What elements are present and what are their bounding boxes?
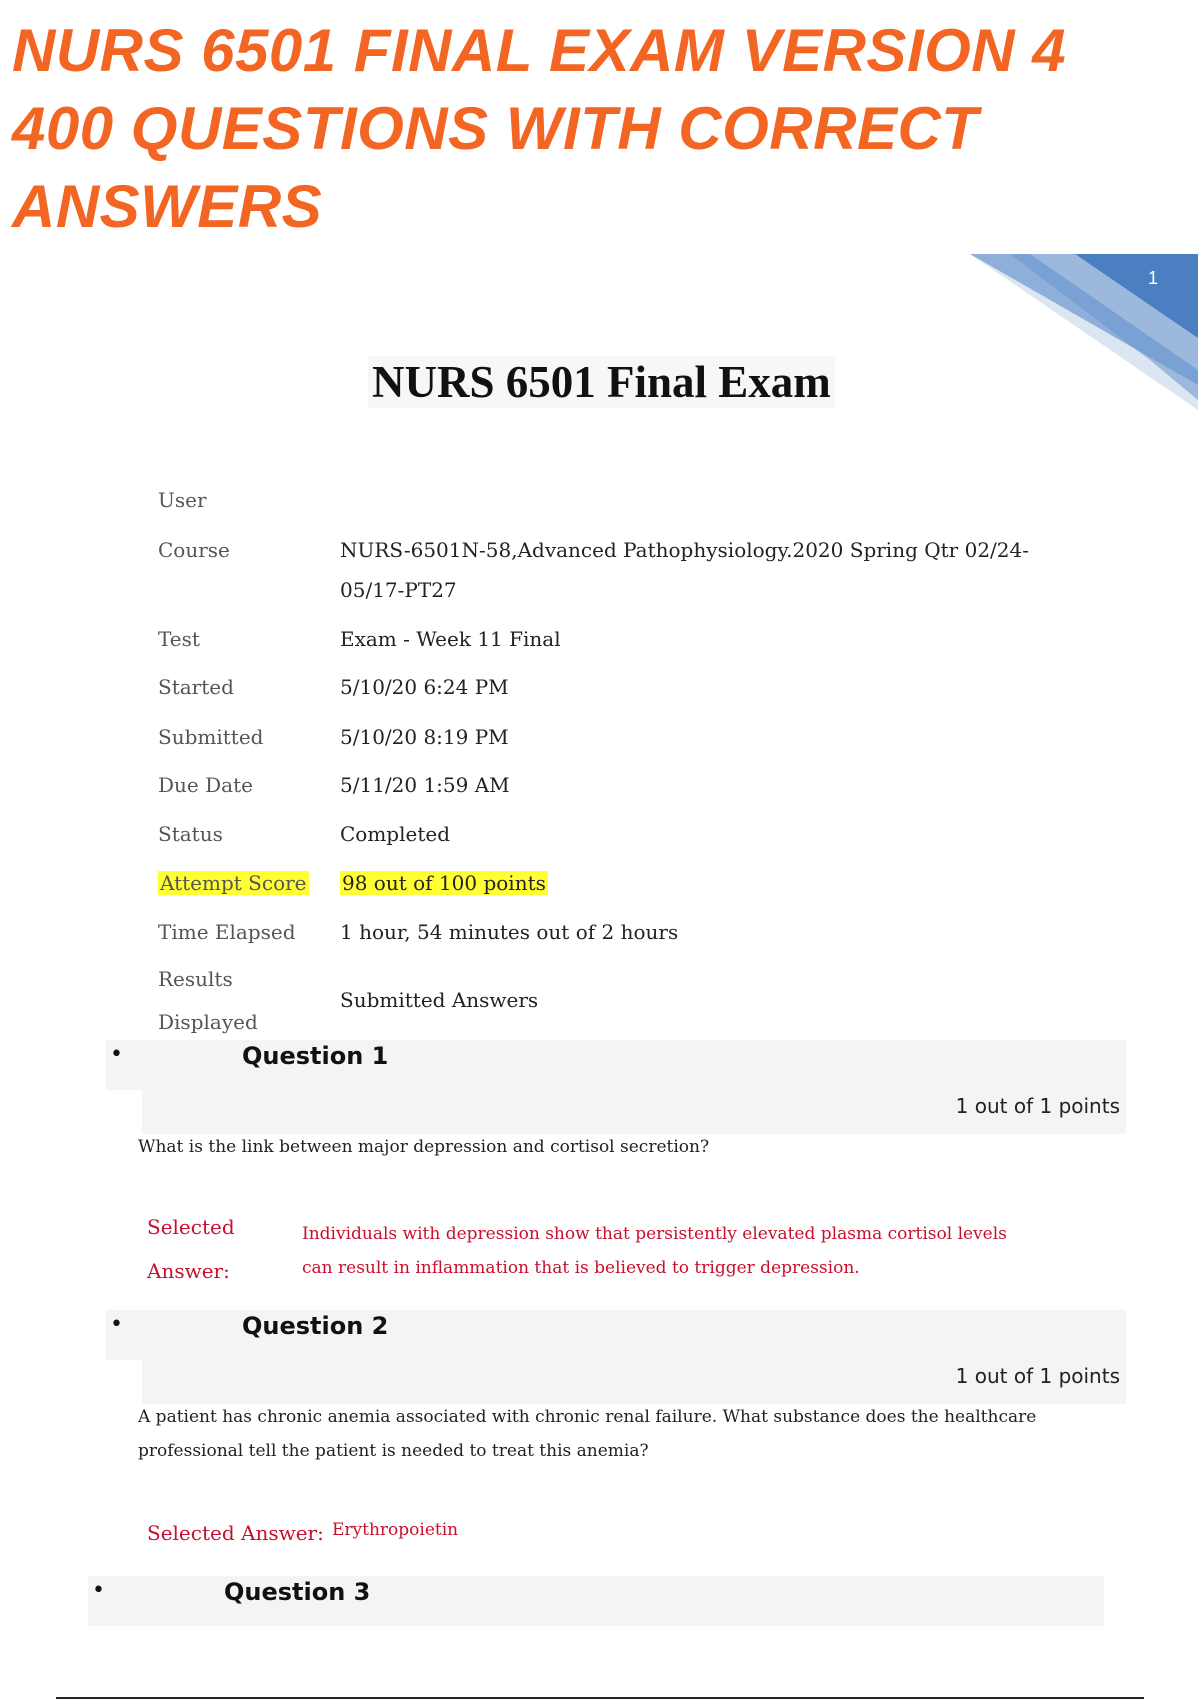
results-displayed-label-line-2: Displayed: [158, 1010, 258, 1034]
test-label: Test: [158, 627, 200, 651]
attempt-score-value-text: 98 out of 100 points: [342, 871, 546, 895]
question-2-bullet: •: [110, 1312, 123, 1337]
results-displayed-label-line-1: Results: [158, 967, 233, 991]
started-value: 5/10/20 6:24 PM: [340, 675, 509, 699]
submitted-label: Submitted: [158, 725, 264, 749]
page-number: 1: [1147, 268, 1158, 288]
question-2-answer: Erythropoietin: [332, 1520, 459, 1540]
question-1-selected-label-line-2: Answer:: [147, 1259, 230, 1283]
document-banner-title: [12, 12, 1162, 246]
question-1-heading: Question 1: [242, 1042, 389, 1070]
course-value-line-2: 05/17-PT27: [340, 578, 457, 602]
question-1-answer-line-1: Individuals with depression show that persistently elevated plasma cortisol levels: [302, 1224, 1007, 1244]
banner-line-2: 400 QUESTIONS WITH CORRECT: [12, 95, 979, 162]
question-2-text-line-2: professional tell the patient is needed to treat this anemia?: [138, 1441, 649, 1461]
question-3-heading: Question 3: [224, 1578, 371, 1606]
status-value: Completed: [340, 822, 451, 846]
question-1-bullet: •: [110, 1042, 123, 1067]
question-3-bullet: •: [92, 1578, 105, 1603]
results-displayed-value: Submitted Answers: [340, 988, 539, 1012]
user-label: User: [158, 488, 207, 512]
time-elapsed-value: 1 hour, 54 minutes out of 2 hours: [340, 920, 679, 944]
time-elapsed-label: Time Elapsed: [158, 920, 296, 944]
course-value-line-1: NURS-6501N-58,Advanced Pathophysiology.2020 Spring Qtr 02/24-: [340, 538, 1029, 562]
question-1-text: What is the link between major depression and cortisol secretion?: [138, 1137, 710, 1157]
attempt-score-label-text: Attempt Score: [160, 871, 307, 895]
status-label: Status: [158, 822, 223, 846]
started-label: Started: [158, 675, 234, 699]
page-title: NURS 6501 Final Exam: [368, 356, 835, 408]
due-date-label: Due Date: [158, 773, 253, 797]
banner-line-3: ANSWERS: [12, 173, 323, 240]
submitted-value: 5/10/20 8:19 PM: [340, 725, 509, 749]
question-2-heading: Question 2: [242, 1312, 389, 1340]
test-value: Exam - Week 11 Final: [340, 627, 561, 651]
page-bottom-rule: [56, 1697, 1144, 1699]
question-1-answer-line-2: can result in inflammation that is believed to trigger depression.: [302, 1258, 860, 1278]
course-label: Course: [158, 538, 230, 562]
question-2-selected-label: Selected Answer:: [147, 1521, 324, 1545]
attempt-score-label: [158, 863, 309, 903]
due-date-value: 5/11/20 1:59 AM: [340, 773, 510, 797]
question-2-points: 1 out of 1 points: [955, 1364, 1120, 1388]
question-1-selected-label-line-1: Selected: [147, 1215, 235, 1239]
question-1-points: 1 out of 1 points: [955, 1094, 1120, 1118]
question-2-text-line-1: A patient has chronic anemia associated with chronic renal failure. What substance does the healthcare: [138, 1407, 1037, 1427]
banner-line-1: NURS 6501 FINAL EXAM VERSION 4: [12, 17, 1067, 84]
attempt-score-value: [340, 863, 548, 903]
